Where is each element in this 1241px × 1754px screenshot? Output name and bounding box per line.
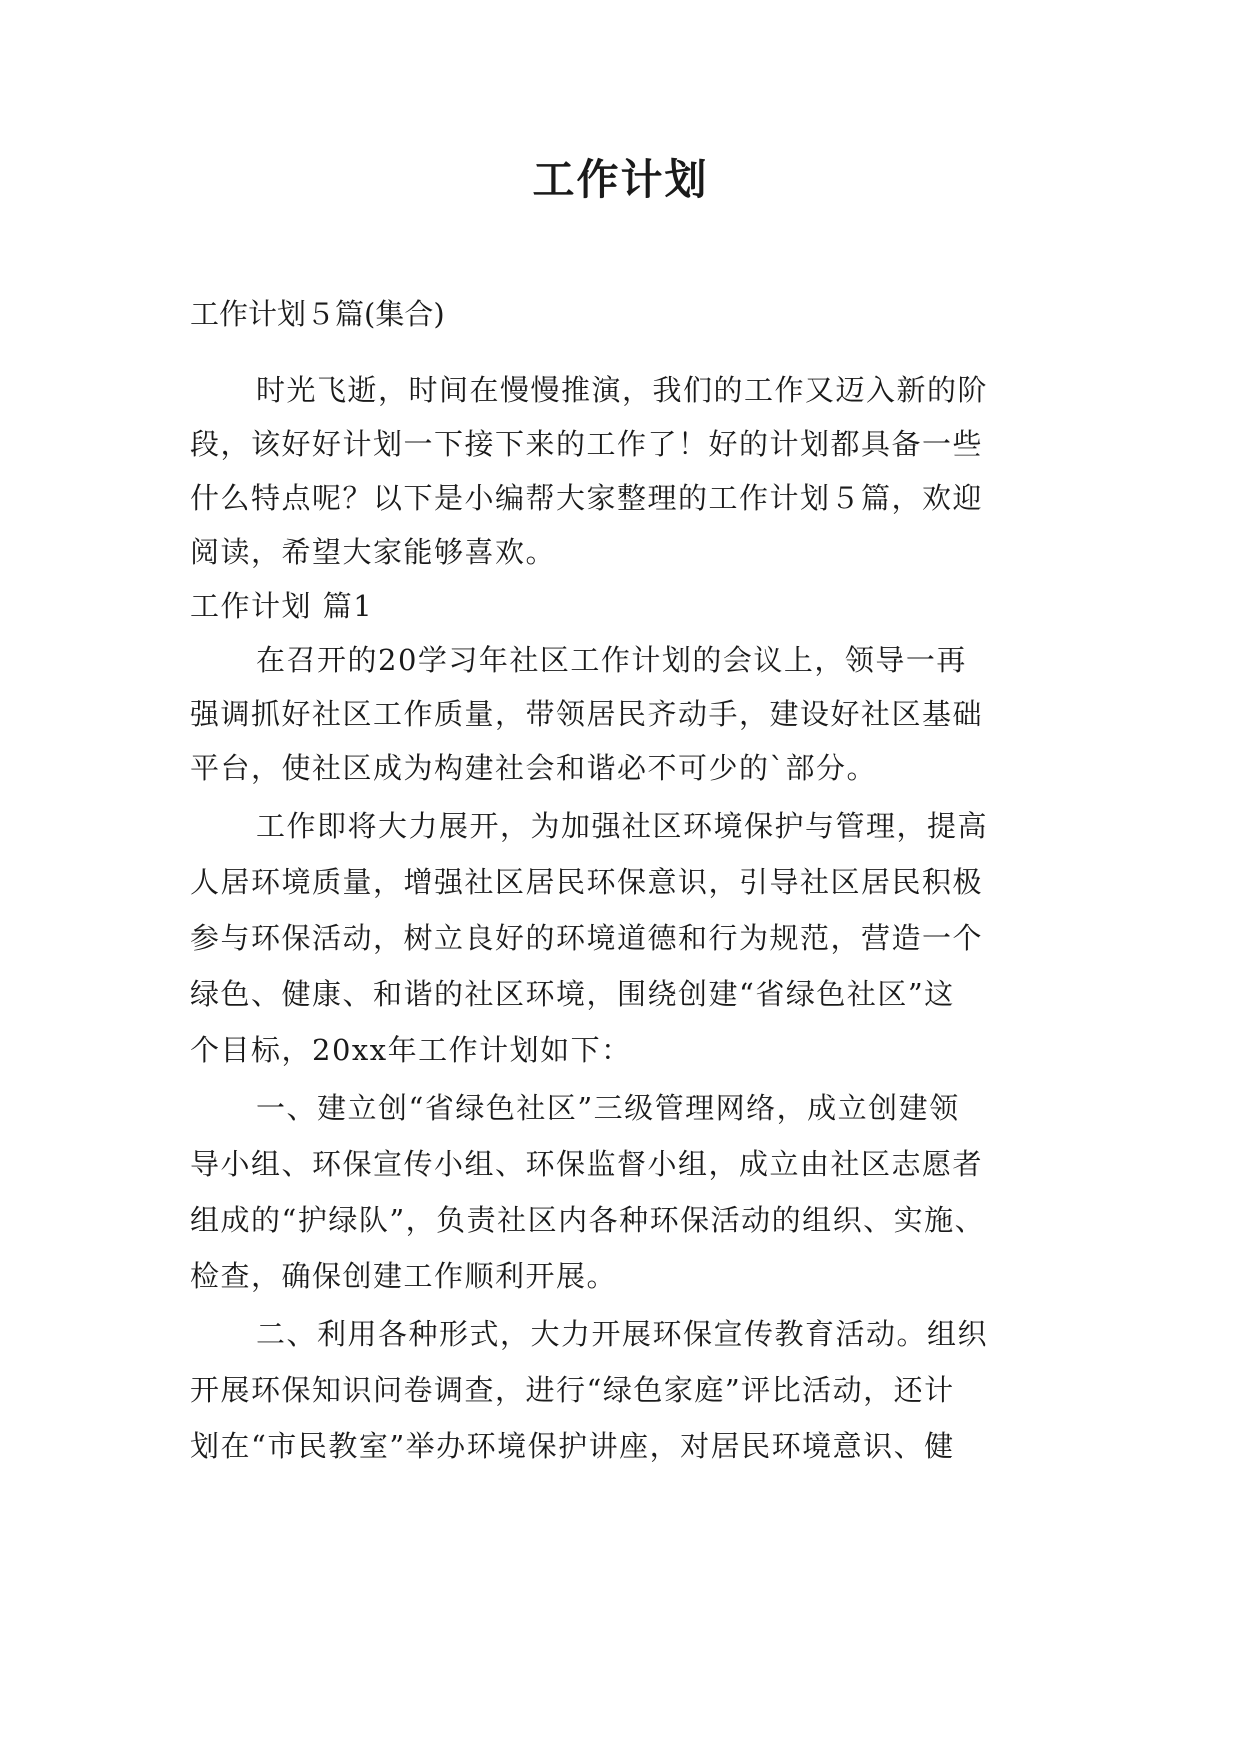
body-line: 参与环保活动，树立良好的环境道德和行为规范，营造一个 (190, 921, 984, 955)
body-line: 段，该好好计划一下接下来的工作了！好的计划都具备一些 (190, 427, 984, 461)
body-line: 组成的“护绿队”，负责社区内各种环保活动的组织、实施、 (190, 1203, 986, 1237)
section-heading: 工作计划 篇1 (190, 589, 374, 623)
document-subtitle: 工作计划５篇(集合) (190, 297, 445, 331)
body-line: 开展环保知识问卷调查，进行“绿色家庭”评比活动，还计 (190, 1373, 955, 1407)
body-line: 划在“市民教室”举办环境保护讲座，对居民环境意识、健 (190, 1429, 955, 1463)
body-line: 一、建立创“省绿色社区”三级管理网络，成立创建领 (256, 1091, 960, 1125)
body-line: 检查，确保创建工作顺利开展。 (190, 1259, 618, 1293)
body-line: 平台，使社区成为构建社会和谐必不可少的`部分。 (190, 751, 878, 785)
body-line: 个目标，20xx年工作计划如下： (190, 1033, 632, 1067)
body-line: 绿色、健康、和谐的社区环境，围绕创建“省绿色社区”这 (190, 977, 955, 1011)
body-line: 在召开的20学习年社区工作计划的会议上，领导一再 (256, 643, 967, 677)
body-line: 人居环境质量，增强社区居民环保意识，引导社区居民积极 (190, 865, 984, 899)
body-line: 什么特点呢？以下是小编帮大家整理的工作计划５篇，欢迎 (190, 481, 984, 515)
body-line: 强调抓好社区工作质量，带领居民齐动手，建设好社区基础 (190, 697, 984, 731)
body-line: 二、利用各种形式，大力开展环保宣传教育活动。组织 (256, 1317, 989, 1351)
body-line: 时光飞逝，时间在慢慢推演，我们的工作又迈入新的阶 (256, 373, 989, 407)
body-line: 导小组、环保宣传小组、环保监督小组，成立由社区志愿者 (190, 1147, 984, 1181)
body-line: 工作即将大力展开，为加强社区环境保护与管理，提高 (256, 809, 989, 843)
document-title: 工作计划 (532, 155, 709, 204)
body-line: 阅读，希望大家能够喜欢。 (190, 535, 557, 569)
